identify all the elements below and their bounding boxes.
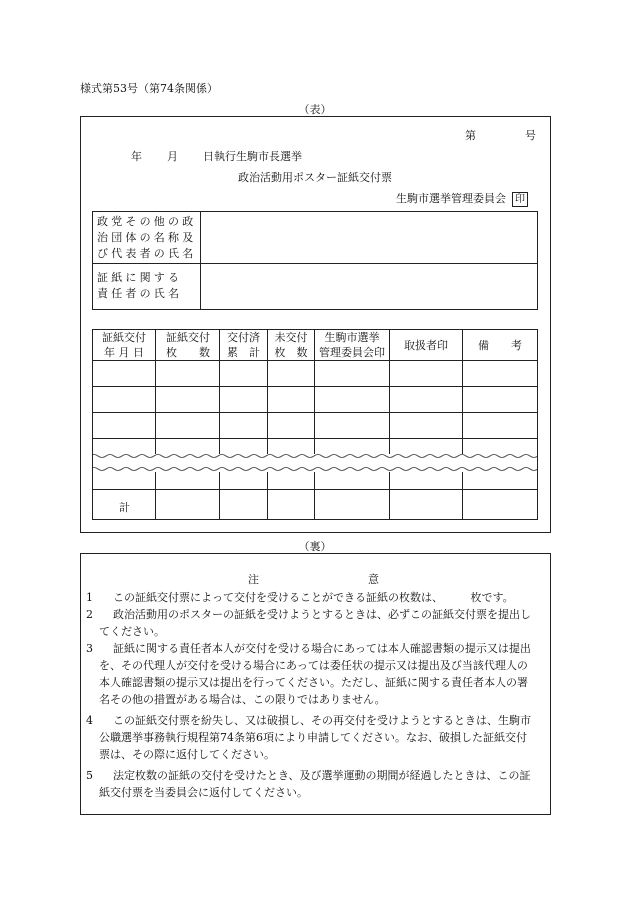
note-item-5: 5 法定枚数の証紙の交付を受けたとき、及び選挙運動の期間が経過したときは、この証 紙交付票を当委員会に返付してください。 — [86, 769, 531, 799]
party-name-row — [93, 212, 537, 264]
form-number-label: 様式第53号（第74条関係） — [80, 82, 218, 95]
date-year: 年 — [131, 150, 142, 163]
issuer-name: 生駒市選挙管理委員会 — [396, 192, 506, 205]
front-side-label: （表） — [298, 103, 332, 116]
header-issue-count: 証紙交付 枚 数 — [166, 331, 210, 359]
note-item-2: 2 政治活動用のポスターの証紙を受けようとするときは、必ずこの証紙交付票を提出し てください。 — [86, 608, 531, 638]
issuer-line — [396, 190, 528, 207]
note-item-4: 4 この証紙交付票を紛失し、又は破損し、その再交付を受けようとするときは、生駒市 公職選挙事務執行規程第74条第6項により申請してください。なお、破損した証紙交付 票は、その際に返付してください。 — [86, 714, 531, 761]
party-name-label: 政党その他の政 治団体の名称及 び代表者の氏名 — [93, 212, 201, 263]
header-committee-seal: 生駒市選挙 管理委員会印 — [319, 331, 385, 359]
header-cumulative: 交付済 累 計 — [227, 331, 260, 359]
issuance-ledger-table — [92, 329, 538, 520]
note-item-3: 3 証紙に関する責任者本人が交付を受ける場合にあっては本人確認書類の提示又は提出 を、その代理人が交付を受ける場合にあっては委任状の提示又は提出及び当該代理人の 本人確認書類の提示又は提出を行ってください。ただし、証紙に関する責任者本人の署 名その他の措置がある場合は、この限りではありません。 — [86, 642, 531, 706]
header-issue-date: 証紙交付 年 月 日 — [102, 331, 146, 359]
header-remarks: 備 考 — [478, 339, 522, 352]
date-month: 月 — [167, 150, 178, 163]
number-suffix: 号 — [525, 129, 536, 142]
back-side-label: （裏） — [298, 540, 332, 553]
document-title: 政治活動用ポスター証紙交付票 — [238, 171, 392, 184]
party-info-table — [92, 211, 538, 310]
total-row-label: 計 — [119, 501, 130, 514]
responsible-person-row — [93, 263, 537, 309]
number-prefix: 第 — [465, 129, 476, 142]
responsible-person-label: 証紙に関する 責任者の氏名 — [93, 263, 201, 309]
header-handler-seal: 取扱者印 — [404, 339, 448, 352]
seal-mark: 印 — [512, 192, 528, 207]
document-page: 様式第53号（第74条関係） （表） 第 号 年 月 日執行生駒市長選挙 政治活動用ポスター証紙交付票 生駒市選挙管理委員会 印 政党その他の政 治団体の名称及 び代表者の氏名 証紙に関する 責任者の氏名 証紙交付 年 月 日 証紙交付 枚 数 交付済 累 計 未交付 枚 数 生駒市選挙 管理委員会印 取扱者印 備 考 計 （裏） 注 意 1 この証紙交付票によって交付を受けることができる証紙の枚数は、 枚です。 2 政治活動用のポスターの証紙を受けようとするときは、必ずこの証紙交付票を提出し てください。 3 証紙に関する責任者本人が交付を受ける場合にあっては本人確認書類の提示又は提出 を、その代理人が交付を受ける場合にあっては委任状の提示又は提出及び当該代理人の 本人確認書類の提示又は提出を行ってください。ただし、証紙に関する責任者本人の署 名その他の措置がある場合は、この限りではありません。 4 この証紙交付票を紛失し、又は破損し、その再交付を受けようとするときは、生駒市 公職選挙事務執行規程第74条第6項により申請してください。なお、破損した証紙交付 票は、その際に返付してください。 5 法定枚数の証紙の交付を受けたとき、及び選挙運動の期間が経過したときは、この証 紙交付票を当委員会に返付してください。 — [0, 0, 630, 903]
date-rest: 日執行生駒市長選挙 — [203, 150, 302, 163]
header-unissued: 未交付 枚 数 — [274, 331, 308, 359]
note-item-1: 1 この証紙交付票によって交付を受けることができる証紙の枚数は、 枚です。 — [86, 591, 514, 604]
